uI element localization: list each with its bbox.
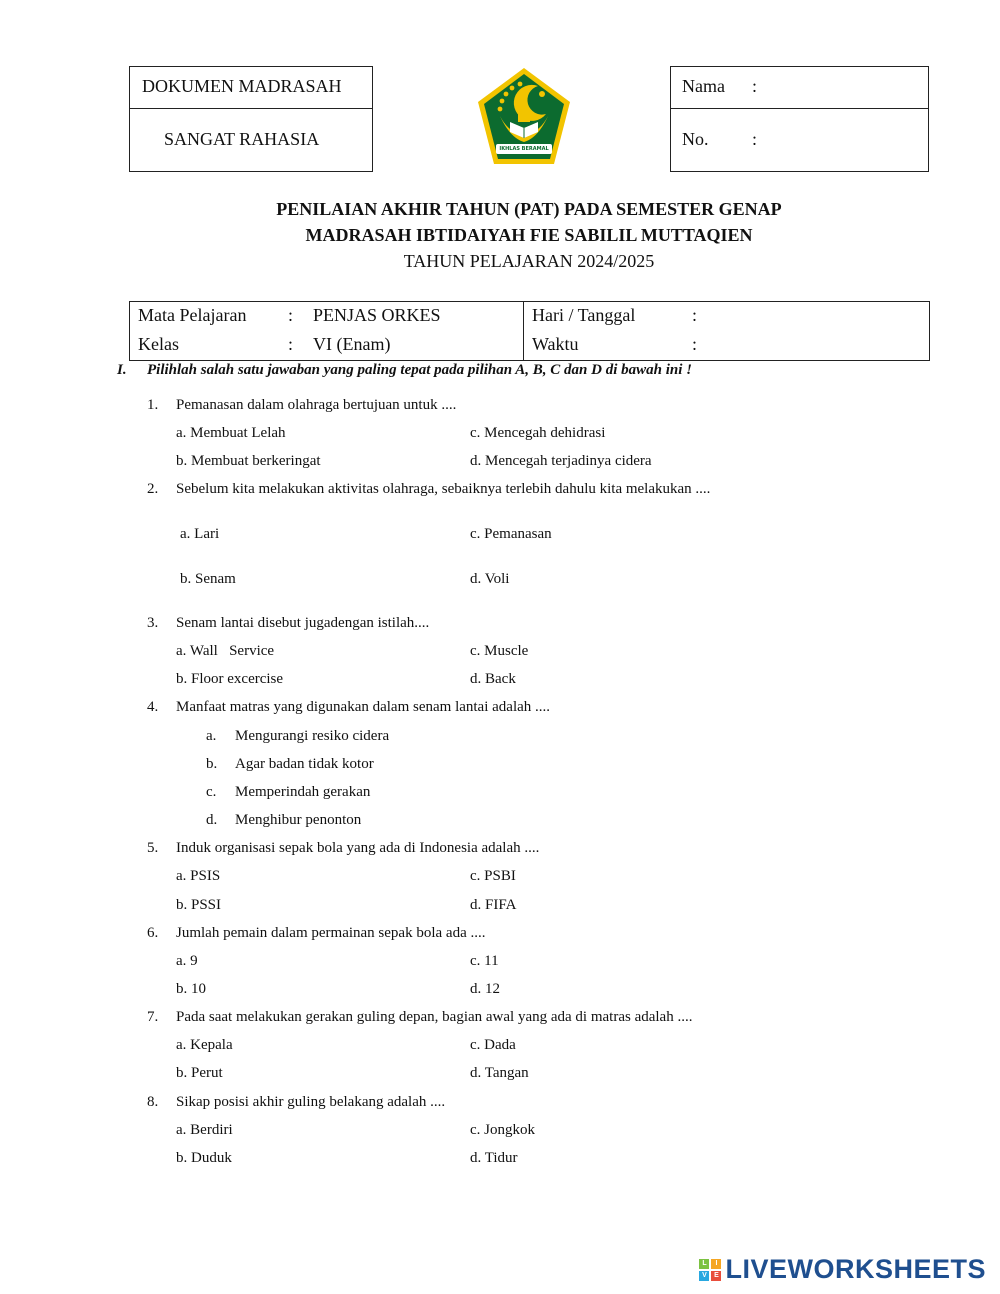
class-label: Kelas [138,334,179,354]
day-colon[interactable]: : [692,305,698,325]
liveworksheets-watermark[interactable] [699,1254,986,1285]
option-a[interactable]: a. Wall Service [176,643,275,659]
option-d[interactable]: d. 12 [470,981,500,997]
question-text: Sebelum kita melakukan aktivitas olahraga, sebaiknya terlebih dahulu kita melakukan .... [176,481,711,497]
option-b[interactable]: b. Perut [176,1065,223,1081]
option-letter: d. [206,812,218,828]
liveworksheets-brand: LIVEWORKSHEETS [725,1254,986,1284]
class-colon: : [288,334,294,354]
option-b[interactable]: b. Senam [180,571,236,587]
option-a[interactable]: Mengurangi resiko cidera [235,728,390,744]
liveworksheets-badge-icon [699,1259,721,1281]
question-number: 7. [147,1009,159,1025]
time-colon[interactable]: : [692,334,698,354]
option-b[interactable]: b. PSSI [176,897,222,913]
option-d[interactable]: d. Voli [470,571,510,587]
option-c[interactable]: c. Muscle [470,643,529,659]
doc-label: DOKUMEN MADRASAH [142,76,342,96]
option-c[interactable]: c. Mencegah dehidrasi [470,425,606,441]
question-number: 5. [147,840,159,856]
option-b[interactable]: b. Floor excercise [176,671,284,687]
badge-letter: V [699,1271,709,1281]
question-text: Pada saat melakukan gerakan guling depan, bagian awal yang ada di matras adalah .... [176,1009,693,1025]
question-number: 2. [147,481,159,497]
option-c[interactable]: c. PSBI [470,868,516,884]
question-number: 3. [147,615,159,631]
section-number: I. [117,362,127,378]
question-number: 4. [147,699,159,715]
option-d[interactable]: d. FIFA [470,897,517,913]
section-instruction: Pilihlah salah satu jawaban yang paling tepat pada pilihan A, B, C dan D di bawah ini ! [147,362,692,378]
logo-ribbon-text: IKHLAS BERAMAL [496,144,552,154]
question-text: Pemanasan dalam olahraga bertujuan untuk .... [176,397,457,413]
subject-label: Mata Pelajaran [138,305,247,325]
question-number: 6. [147,925,159,941]
option-b[interactable]: b. Duduk [176,1150,232,1166]
option-letter: c. [206,784,217,800]
secret-label: SANGAT RAHASIA [164,129,320,149]
subject-colon: : [288,305,294,325]
option-b[interactable]: b. 10 [176,981,206,997]
question-text: Senam lantai disebut jugadengan istilah.... [176,615,430,631]
badge-letter: L [699,1259,709,1269]
option-a[interactable]: a. PSIS [176,868,221,884]
badge-letter: I [711,1259,721,1269]
question-number: 1. [147,397,159,413]
school-name: MADRASAH IBTIDAIYAH FIE SABILIL MUTTAQIEN [305,225,753,245]
option-a[interactable]: a. 9 [176,953,198,969]
option-letter: a. [206,728,217,744]
name-colon[interactable]: : [752,76,758,96]
exam-info-table [129,301,930,361]
option-a[interactable]: a. Lari [180,526,220,542]
option-letter: b. [206,756,218,772]
option-b[interactable]: Agar badan tidak kotor [235,756,374,772]
option-c[interactable]: c. Jongkok [470,1122,535,1138]
exam-title: PENILAIAN AKHIR TAHUN (PAT) PADA SEMESTER GENAP [276,199,782,219]
option-d[interactable]: d. Tangan [470,1065,529,1081]
option-a[interactable]: a. Berdiri [176,1122,233,1138]
option-b[interactable]: b. Membuat berkeringat [176,453,321,469]
subject-value: PENJAS ORKES [313,305,441,325]
academic-year: TAHUN PELAJARAN 2024/2025 [403,251,655,271]
no-label: No. [682,129,709,149]
option-d[interactable]: d. Mencegah terjadinya cidera [470,453,652,469]
option-d[interactable]: Menghibur penonton [235,812,362,828]
badge-letter: E [711,1271,721,1281]
question-text: Jumlah pemain dalam permainan sepak bola ada .... [176,925,486,941]
option-c[interactable]: c. 11 [470,953,499,969]
option-d[interactable]: d. Back [470,671,516,687]
day-label: Hari / Tanggal [532,305,636,325]
option-c[interactable]: Memperindah gerakan [235,784,371,800]
time-label: Waktu [532,334,579,354]
class-value: VI (Enam) [313,334,391,354]
info-divider [523,302,524,360]
option-d[interactable]: d. Tidur [470,1150,518,1166]
question-text: Sikap posisi akhir guling belakang adalah .... [176,1094,446,1110]
option-a[interactable]: a. Membuat Lelah [176,425,286,441]
question-number: 8. [147,1094,159,1110]
option-c[interactable]: c. Dada [470,1037,516,1053]
no-colon[interactable]: : [752,129,758,149]
question-text: Manfaat matras yang digunakan dalam senam lantai adalah .... [176,699,551,715]
option-c[interactable]: c. Pemanasan [470,526,552,542]
option-a[interactable]: a. Kepala [176,1037,233,1053]
name-label: Nama [682,76,725,96]
question-text: Induk organisasi sepak bola yang ada di Indonesia adalah .... [176,840,540,856]
